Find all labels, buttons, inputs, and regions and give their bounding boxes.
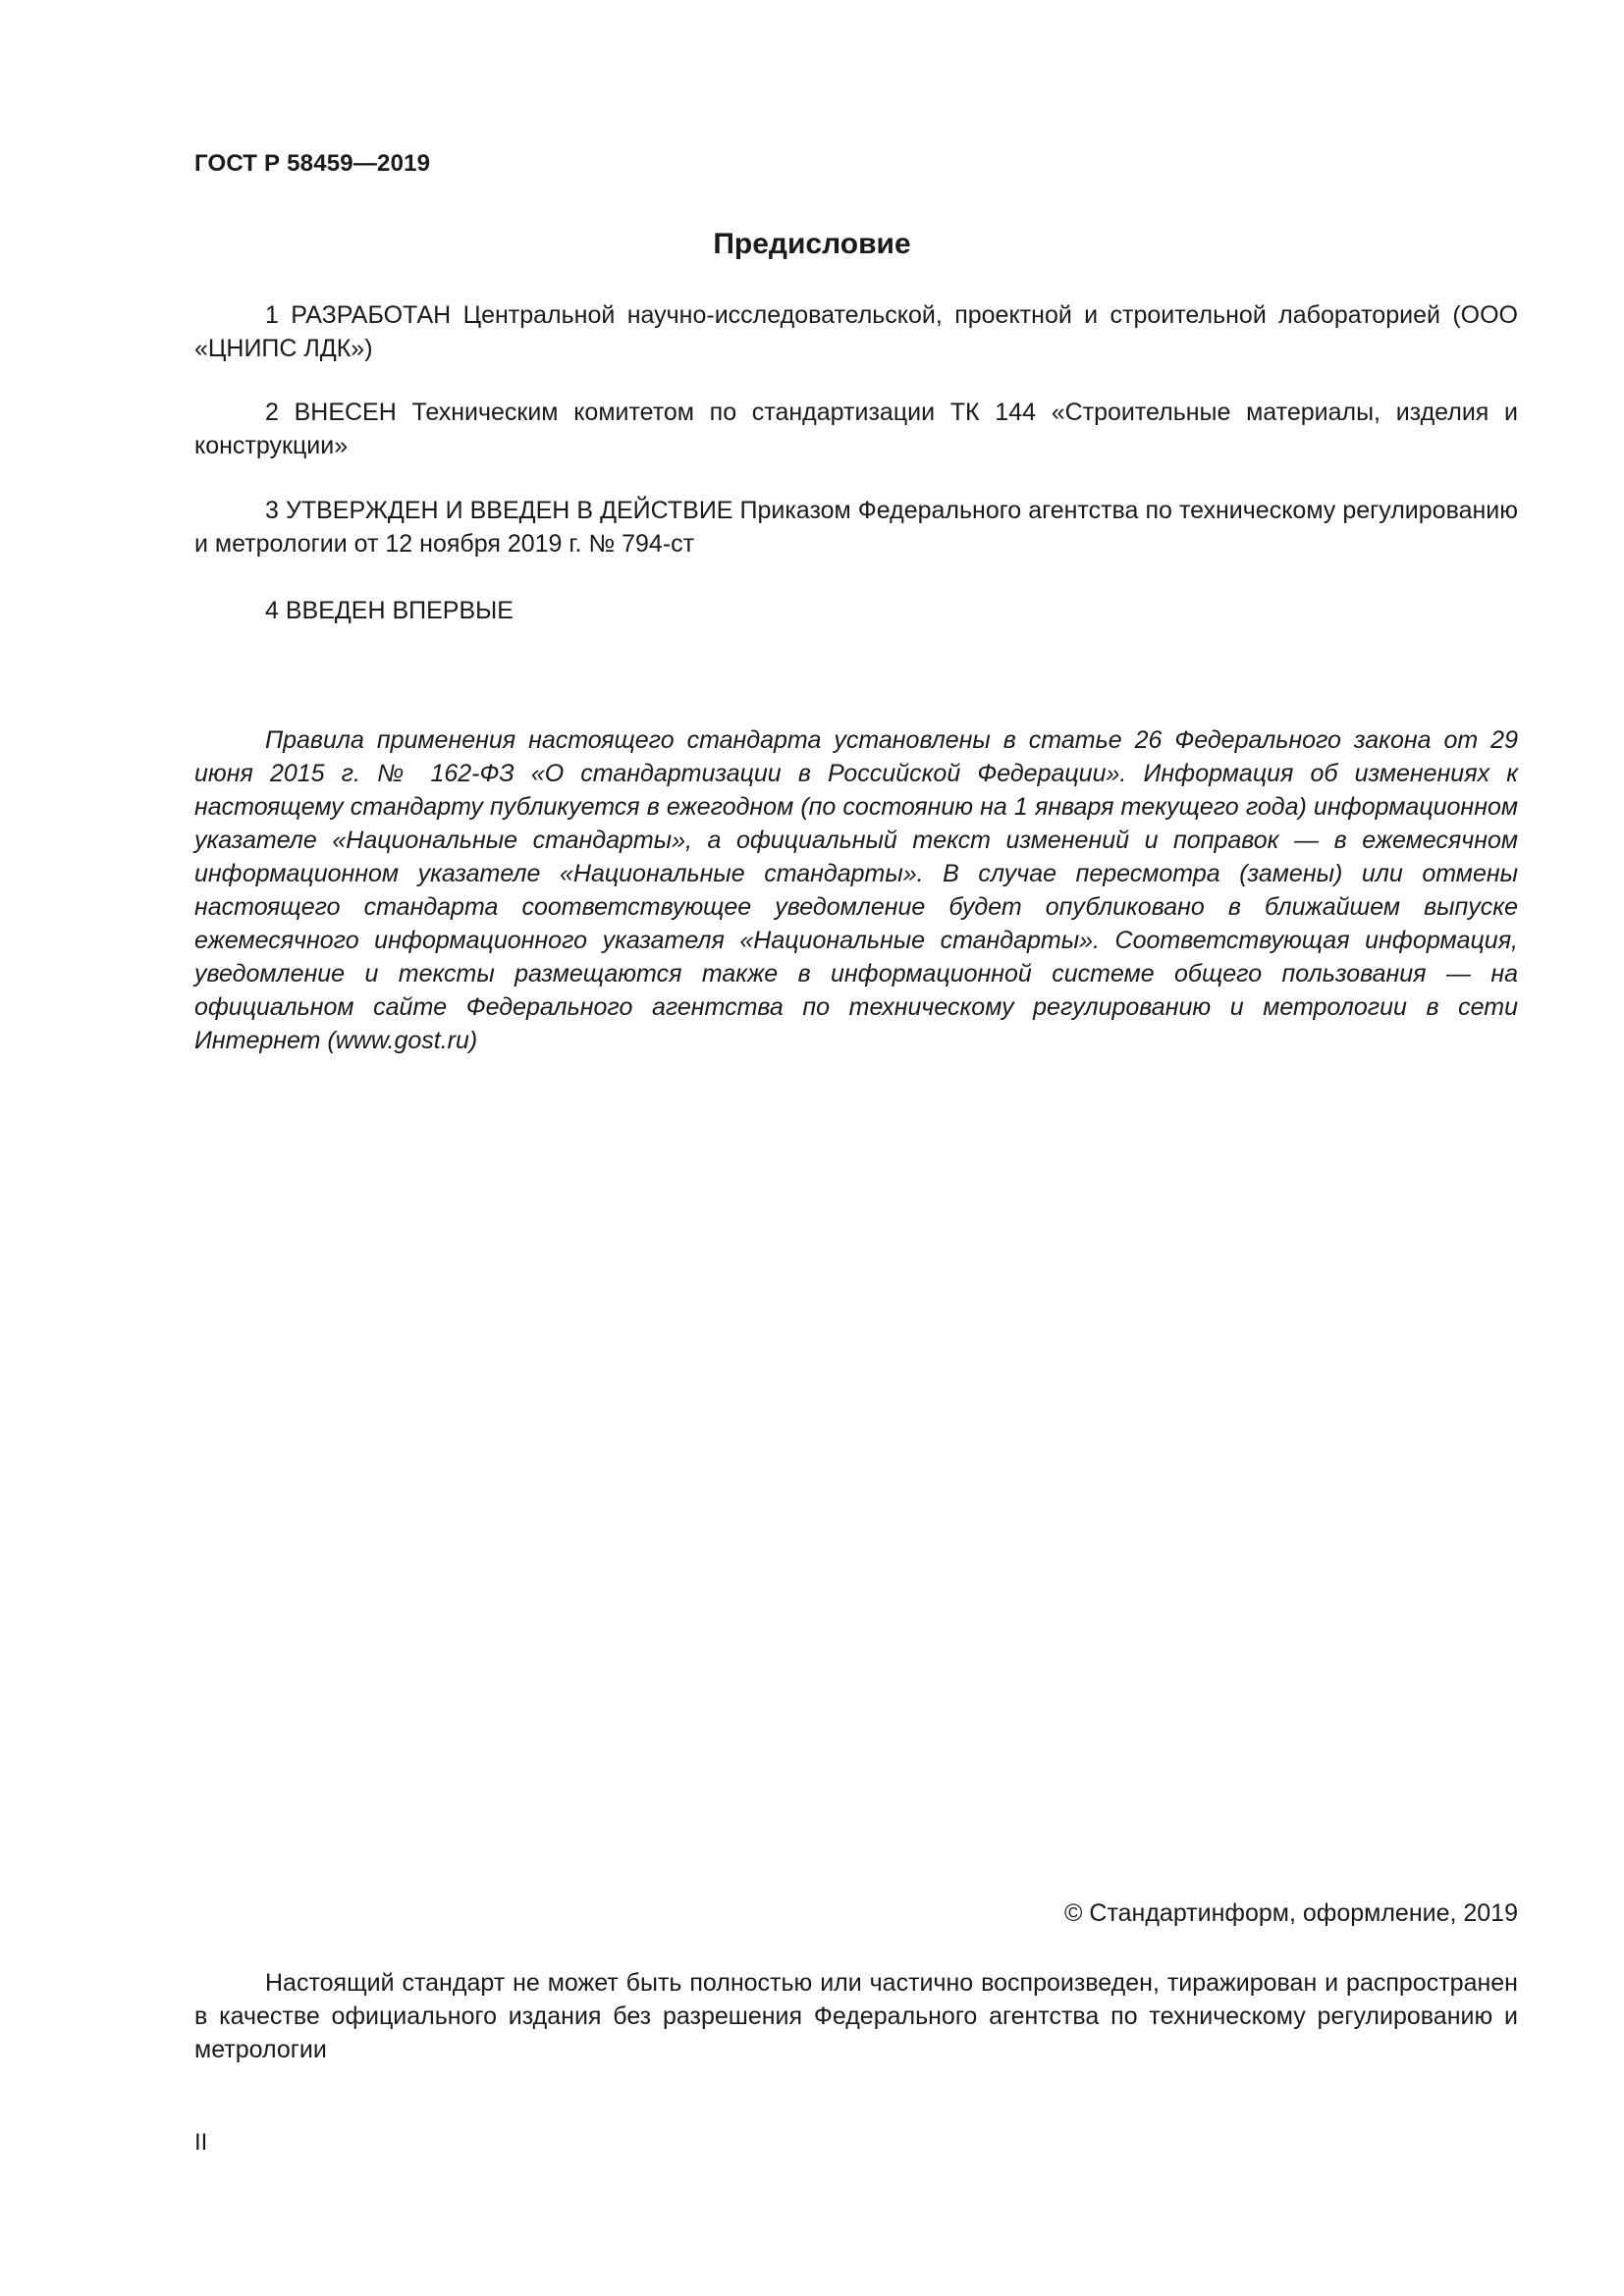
application-rules-notice [194, 723, 1518, 1057]
foreword-item-1 [194, 298, 1518, 365]
foreword-item-4 [194, 594, 1518, 627]
foreword-item-2 [194, 396, 1518, 462]
reproduction-text: Настоящий стандарт не может быть полностью или частично воспроизведен, тиражирован и распространен в качестве официального издания без разрешения Федерального агентства по техническому регулированию и метрологии [194, 1969, 1518, 2063]
foreword-item-text: 3 УТВЕРЖДЕН И ВВЕДЕН В ДЕЙСТВИЕ Приказом Федерального агентства по техническому регулированию и метрологии от 12 ноября 2019 г. № 794-ст [194, 497, 1518, 558]
notice-text: Правила применения настоящего стандарта установлены в статье 26 Федерального закона от 29 июня 2015 г. № 162-ФЗ «О стандартизации в Российской Федерации». Информация об изменениях к настоящему стандарту публикуется в ежегодном (по состоянию на 1 января текущего года) информационном указателе «Национальные стандарты», а официальный текст изменений и поправок — в ежемесячном информационном указателе «Национальные стандарты». В случае пересмотра (замены) или отмены настоящего стандарта соответствующее уведомление будет опубликовано в ближайшем выпуске ежемесячного информационного указателя «Национальные стандарты». Соответствующая информация, уведомление и тексты размещаются также в информационной системе общего пользования — на официальном сайте Федерального агентства по техническому регулированию и метрологии в сети Интернет (www.gost.ru) [194, 726, 1518, 1054]
page-number: II [194, 2129, 208, 2156]
foreword-item-text: 4 ВВЕДЕН ВПЕРВЫЕ [265, 597, 514, 624]
page-title: Предисловие [713, 228, 911, 260]
foreword-item-text: 2 ВНЕСЕН Техническим комитетом по стандартизации ТК 144 «Строительные материалы, изделия и конструкции» [194, 399, 1518, 459]
standard-code: ГОСТ Р 58459—2019 [194, 150, 431, 177]
foreword-item-3 [194, 494, 1518, 561]
copyright-line: © Стандартинформ, оформление, 2019 [1064, 1899, 1518, 1927]
foreword-item-text: 1 РАЗРАБОТАН Центральной научно-исследовательской, проектной и строительной лабораторией (ООО «ЦНИПС ЛДК») [194, 301, 1518, 362]
reproduction-notice [194, 1966, 1518, 2066]
